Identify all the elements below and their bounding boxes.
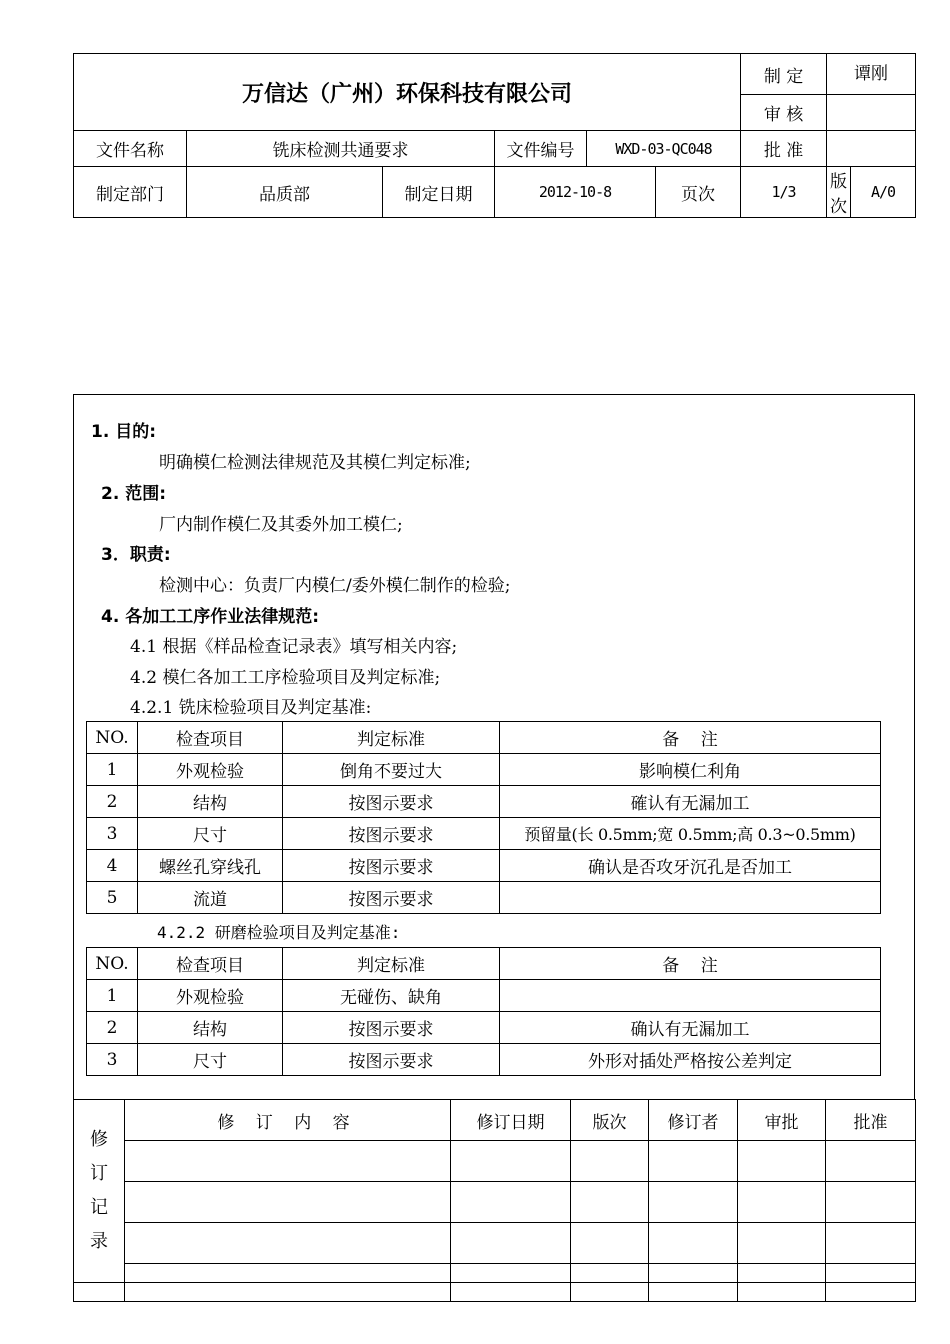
- cell-no: 4: [87, 850, 138, 882]
- cell-no: 3: [87, 1044, 138, 1076]
- review-value: [827, 95, 916, 131]
- cell-item: 流道: [138, 882, 283, 914]
- cell-no: 3: [87, 818, 138, 850]
- section-4-2-1: 4.2.1 铣床检验项目及判定基准:: [130, 698, 372, 718]
- cell-note: 確认有无漏加工: [500, 786, 881, 818]
- table-header-row: [87, 948, 881, 980]
- made-value: 谭刚: [827, 54, 916, 95]
- section-duty-title: 3．职责:: [101, 545, 171, 565]
- cell-no: 1: [87, 754, 138, 786]
- cell-note: 影响模仁利角: [500, 754, 881, 786]
- cell-standard: 倒角不要过大: [283, 754, 500, 786]
- table-header-row: [87, 722, 881, 754]
- version-label: 版次: [827, 167, 851, 218]
- cell-note: 外形对插处严格按公差判定: [500, 1044, 881, 1076]
- col-header: NO.: [87, 948, 138, 980]
- section-scope-title: 2. 范围:: [101, 484, 167, 504]
- document-body: [73, 394, 915, 1100]
- review-label: 审 核: [741, 95, 827, 131]
- cell-standard: 无碰伤、缺角: [283, 980, 500, 1012]
- cell-standard: 按图示要求: [283, 786, 500, 818]
- document-header: [73, 53, 916, 218]
- col-header: 备 注: [500, 722, 881, 754]
- version-value: A/0: [851, 167, 916, 218]
- grinding-inspection-table: [86, 947, 881, 1076]
- table-row: [87, 980, 881, 1012]
- table-row: [87, 1012, 881, 1044]
- col-header: 检查项目: [138, 948, 283, 980]
- cell-note: [500, 882, 881, 914]
- cell-item: 外观检验: [138, 980, 283, 1012]
- col-header: 修 订 内 容: [125, 1100, 451, 1141]
- cell-item: 外观检验: [138, 754, 283, 786]
- cell-note: 确认是否攻牙沉孔是否加工: [500, 850, 881, 882]
- company-name: 万信达（广州）环保科技有限公司: [74, 54, 741, 131]
- date-label: 制定日期: [383, 167, 495, 218]
- revision-side-label: [74, 1100, 125, 1283]
- milling-inspection-table: [86, 721, 881, 914]
- table-row: [87, 882, 881, 914]
- cell-standard: 按图示要求: [283, 1012, 500, 1044]
- cell-item: 尺寸: [138, 818, 283, 850]
- col-header: 备 注: [500, 948, 881, 980]
- table-row: [87, 818, 881, 850]
- revision-record-table: [73, 1099, 916, 1302]
- cell-note: [500, 980, 881, 1012]
- col-header: 审批: [738, 1100, 826, 1141]
- table-row: [87, 1044, 881, 1076]
- cell-standard: 按图示要求: [283, 850, 500, 882]
- table-row: [74, 1182, 916, 1223]
- section-scope-text: 厂内制作模仁及其委外加工模仁;: [159, 515, 403, 535]
- col-header: 修订者: [649, 1100, 738, 1141]
- table-header-row: [74, 1100, 916, 1141]
- cell-note: 确认有无漏加工: [500, 1012, 881, 1044]
- cell-item: 尺寸: [138, 1044, 283, 1076]
- cell-item: 结构: [138, 1012, 283, 1044]
- dept-value: 品质部: [187, 167, 383, 218]
- cell-standard: 按图示要求: [283, 1044, 500, 1076]
- approve-value: [827, 131, 916, 167]
- table-row: [87, 850, 881, 882]
- section-4-1: 4.1 根据《样品检查记录表》填写相关内容;: [130, 637, 458, 657]
- section-spec-title: 4. 各加工工序作业法律规范:: [101, 607, 320, 627]
- col-header: 修订日期: [451, 1100, 571, 1141]
- made-label: 制 定: [741, 54, 827, 95]
- file-no-label: 文件编号: [495, 131, 587, 167]
- dept-label: 制定部门: [74, 167, 187, 218]
- col-header: 判定标准: [283, 948, 500, 980]
- revision-side-text: 修订记录: [90, 1129, 108, 1252]
- file-name-value: 铣床检测共通要求: [187, 131, 495, 167]
- table-row: [74, 1223, 916, 1264]
- cell-standard: 按图示要求: [283, 882, 500, 914]
- table-row: [87, 754, 881, 786]
- table-row: [74, 1264, 916, 1283]
- approve-label: 批 准: [741, 131, 827, 167]
- cell-no: 5: [87, 882, 138, 914]
- cell-no: 1: [87, 980, 138, 1012]
- col-header: 版次: [571, 1100, 649, 1141]
- cell-item: 结构: [138, 786, 283, 818]
- file-name-label: 文件名称: [74, 131, 187, 167]
- section-4-2: 4.2 模仁各加工工序检验项目及判定标准;: [130, 668, 441, 688]
- cell-no: 2: [87, 786, 138, 818]
- col-header: 检查项目: [138, 722, 283, 754]
- page-value: 1/3: [741, 167, 827, 218]
- table-row: [74, 1141, 916, 1182]
- col-header: NO.: [87, 722, 138, 754]
- date-value: 2012-10-8: [495, 167, 656, 218]
- cell-item: 螺丝孔穿线孔: [138, 850, 283, 882]
- page-label: 页次: [656, 167, 741, 218]
- col-header: 判定标准: [283, 722, 500, 754]
- col-header: 批准: [826, 1100, 916, 1141]
- section-purpose-text: 明确模仁检测法律规范及其模仁判定标准;: [159, 453, 471, 473]
- table-row: [74, 1283, 916, 1302]
- file-no-value: WXD-03-QC048: [587, 131, 741, 167]
- table-row: [87, 786, 881, 818]
- section-purpose-title: 1. 目的:: [91, 422, 157, 442]
- cell-note: 预留量(长 0.5mm;宽 0.5mm;高 0.3~0.5mm): [500, 818, 881, 850]
- section-4-2-2: 4.2.2 研磨检验项目及判定基准:: [157, 923, 401, 942]
- cell-standard: 按图示要求: [283, 818, 500, 850]
- cell-no: 2: [87, 1012, 138, 1044]
- section-duty-text: 检测中心：负责厂内模仁/委外模仁制作的检验;: [159, 576, 511, 596]
